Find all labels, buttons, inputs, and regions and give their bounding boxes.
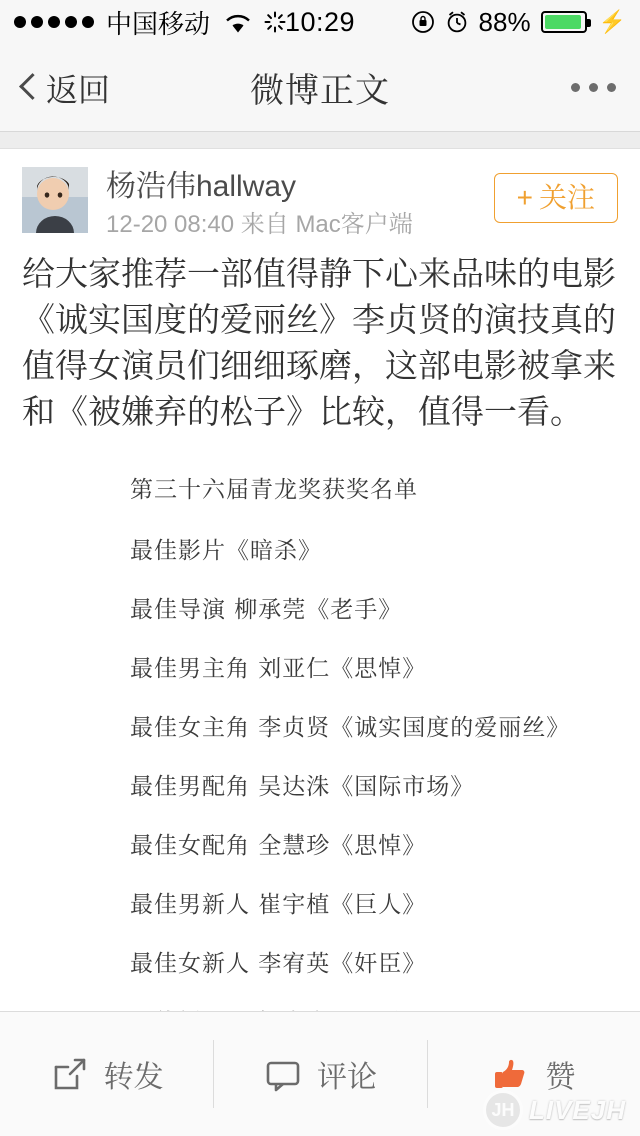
watermark-logo-icon: JH bbox=[483, 1090, 523, 1130]
more-options-button[interactable] bbox=[567, 73, 620, 102]
page-title: 微博正文 bbox=[250, 72, 390, 110]
award-list-item: 最佳女新人 李宥英《奸臣》 bbox=[130, 951, 427, 977]
follow-button-label: 关注 bbox=[538, 182, 595, 213]
navigation-bar bbox=[0, 44, 640, 132]
repost-label: 转发 bbox=[103, 1061, 164, 1094]
award-list-card bbox=[20, 457, 620, 1077]
author-name[interactable]: 杨浩伟hallway bbox=[106, 170, 297, 203]
bottom-toolbar bbox=[0, 1011, 640, 1136]
award-list-item: 最佳男配角 吴达洙《国际市场》 bbox=[130, 774, 475, 800]
award-list-item: 最佳女主角 李贞贤《诚实国度的爱丽丝》 bbox=[130, 715, 571, 741]
charging-bolt-icon: ⚡ bbox=[598, 9, 626, 34]
award-list-item: 最佳导演 柳承莞《老手》 bbox=[130, 597, 403, 623]
award-list-title: 第三十六届青龙奖获奖名单 bbox=[130, 477, 418, 503]
follow-button[interactable] bbox=[494, 173, 618, 223]
award-list-item: 最佳影片《暗杀》 bbox=[130, 538, 322, 564]
watermark-text: LIVEJH bbox=[528, 1094, 626, 1125]
post-meta: 12-20 08:40 来自 Mac客户端 bbox=[106, 211, 413, 238]
status-bar bbox=[0, 0, 640, 44]
avatar[interactable] bbox=[22, 167, 88, 233]
carrier-label: 中国移动 bbox=[106, 8, 211, 39]
watermark bbox=[483, 1090, 626, 1130]
comment-button[interactable] bbox=[213, 1012, 426, 1136]
post-text: 给大家推荐一部值得静下心来品味的电影《诚实国度的爱丽丝》李贞贤的演技真的值得女演员们细细琢磨，这部电影被拿来和《被嫌弃的松子》比较，值得一看。 bbox=[22, 255, 616, 430]
section-divider bbox=[0, 132, 640, 149]
award-list-item: 最佳女配角 全慧珍《思悼》 bbox=[130, 833, 427, 859]
repost-icon bbox=[50, 1054, 90, 1094]
repost-button[interactable] bbox=[0, 1012, 213, 1136]
post-header bbox=[0, 149, 640, 245]
battery-percent-label: 88% bbox=[478, 6, 531, 37]
thumbs-up-icon bbox=[491, 1054, 531, 1094]
back-button-label: 返回 bbox=[46, 71, 111, 108]
battery-icon bbox=[541, 11, 587, 33]
like-label: 赞 bbox=[545, 1061, 576, 1094]
post-detail-scroll-area[interactable] bbox=[0, 132, 640, 1012]
status-clock: 10:29 bbox=[284, 6, 356, 37]
comment-icon bbox=[263, 1054, 303, 1094]
comment-label: 评论 bbox=[316, 1061, 377, 1094]
chevron-left-icon bbox=[20, 72, 38, 104]
back-button[interactable] bbox=[20, 65, 110, 111]
plus-icon: + bbox=[516, 182, 533, 213]
post-image[interactable] bbox=[0, 439, 640, 1077]
award-list-item: 最佳男主角 刘亚仁《思悼》 bbox=[130, 656, 427, 682]
award-list-item: 最佳男新人 崔宇植《巨人》 bbox=[130, 892, 427, 918]
